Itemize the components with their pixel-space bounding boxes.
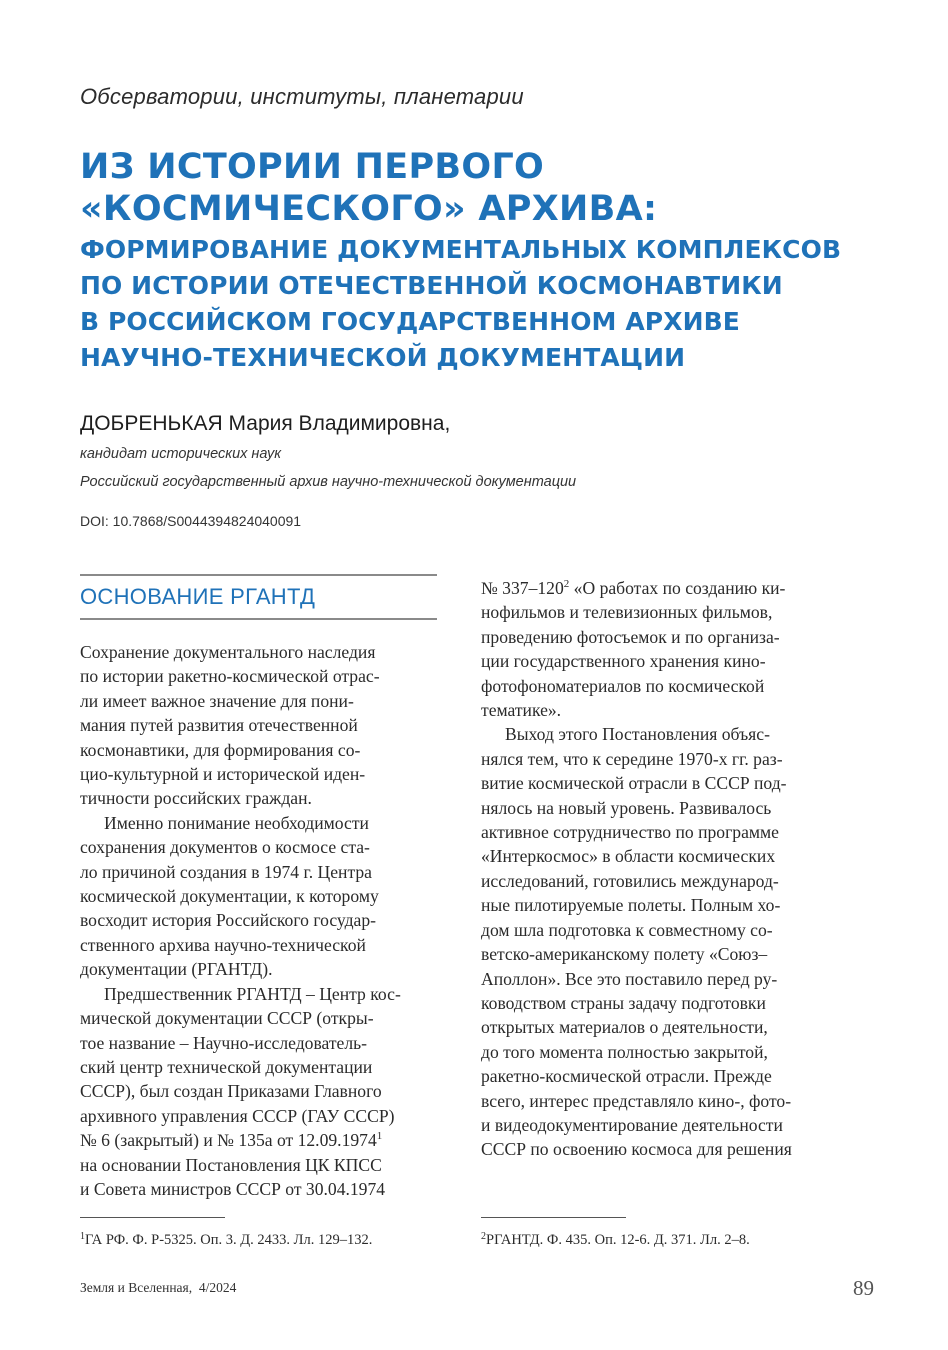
text-line: документации (РГАНТД).	[80, 959, 273, 980]
text-line: ственного архива научно-технической	[80, 934, 366, 955]
left-column	[80, 640, 401, 1201]
heading-rule-top	[80, 574, 437, 576]
page-number: 89	[853, 1276, 874, 1300]
footnote-2	[481, 1232, 750, 1249]
text-line: тое название – Научно-исследователь-	[80, 1032, 368, 1053]
doi: DOI: 10.7868/S0044394824040091	[80, 513, 302, 529]
title-line: «КОСМИЧЕСКОГО» АРХИВА:	[80, 189, 658, 229]
text-line: Предшественник РГАНТД – Центр кос-	[104, 983, 401, 1004]
text-line: «Интеркосмос» в области космических	[481, 846, 776, 867]
subtitle-line: ФОРМИРОВАНИЕ ДОКУМЕНТАЛЬНЫХ КОМПЛЕКСОВ	[80, 235, 842, 264]
text-line: тематике».	[481, 700, 562, 721]
footnote-text: РГАНТД. Ф. 435. Оп. 12-6. Д. 371. Лл. 2–8.	[486, 1232, 750, 1248]
text-line: архивного управления СССР (ГАУ СССР)	[80, 1105, 395, 1126]
right-column	[481, 576, 792, 1162]
text-line: ский центр технической документации	[80, 1056, 373, 1077]
text-line: всего, интерес представляло кино-, фото-	[481, 1090, 792, 1111]
text-fragment: № 337–120	[481, 578, 564, 598]
text-fragment: № 6 (закрытый) и № 135а от 12.09.1974	[80, 1130, 377, 1151]
text-line: Сохранение документального наследия	[80, 642, 376, 662]
footnote-mark: 1	[80, 1231, 85, 1242]
text-line: нялось на новый уровень. Развивалось	[481, 797, 772, 818]
heading-rule-bottom	[80, 618, 437, 620]
text-line: по истории ракетно-космической отрас-	[80, 666, 380, 687]
text-line: ло причиной создания в 1974 г. Центра	[80, 861, 372, 882]
text-line: нофильмов и телевизионных фильмов,	[481, 602, 773, 623]
text-line: дом шла подготовка к совместному со-	[481, 919, 773, 940]
subtitle-line: ПО ИСТОРИИ ОТЕЧЕСТВЕННОЙ КОСМОНАВТИКИ	[80, 271, 783, 300]
text-line: космонавтики, для формирования со-	[80, 739, 361, 760]
text-line: сохранения документов о космосе ста-	[80, 837, 370, 858]
text-line: мания путей развития отечественной	[80, 715, 358, 736]
text-line: цио-культурной и исторической иден-	[80, 764, 366, 785]
text-line: ли имеет важное значение для пони-	[80, 690, 354, 711]
text-line: ветско-американскому полету «Союз–	[481, 944, 768, 965]
text-line: ракетно-космической отрасли. Прежде	[481, 1066, 772, 1087]
text-line: Выход этого Постановления объяс-	[505, 724, 770, 745]
text-line: фотофономатериалов по космической	[481, 675, 765, 696]
text-line: нялся тем, что к середине 1970-х гг. раз-	[481, 748, 783, 769]
footnote-1	[80, 1232, 372, 1249]
text-line	[481, 576, 792, 600]
text-line: мической документации СССР (откры-	[80, 1008, 374, 1029]
text-line: на основании Постановления ЦК КПСС	[80, 1154, 382, 1175]
text-line: и Совета министров СССР от 30.04.1974	[80, 1178, 386, 1199]
author-degree: кандидат исторических наук	[80, 446, 282, 462]
title-line: ИЗ ИСТОРИИ ПЕРВОГО	[80, 147, 545, 187]
footnote-text: ГА РФ. Ф. Р-5325. Оп. 3. Д. 2433. Лл. 129–132.	[85, 1232, 373, 1248]
text-line: открытых материалов о деятельности,	[481, 1017, 768, 1038]
footnote-mark: 2	[563, 578, 570, 590]
subtitle-line: В РОССИЙСКОМ ГОСУДАРСТВЕННОМ АРХИВЕ	[80, 307, 740, 336]
text-line: ции государственного хранения кино-	[481, 651, 766, 672]
text-line: ководством страны задачу подготовки	[481, 992, 766, 1013]
text-line: космической документации, к которому	[80, 886, 379, 907]
section-heading: ОСНОВАНИЕ РГАНТД	[80, 584, 316, 609]
text-line: исследований, готовились международ-	[481, 870, 779, 891]
footnote-rule	[481, 1217, 626, 1218]
text-line: Именно понимание необходимости	[104, 812, 369, 833]
text-line: СССР по освоению космоса для решения	[481, 1139, 792, 1160]
footnote-rule	[80, 1217, 225, 1218]
text-line: ные пилотируемые полеты. Полным хо-	[481, 895, 781, 916]
author-affiliation: Российский государственный архив научно-технической документации	[80, 474, 577, 490]
footnote-mark: 2	[481, 1231, 486, 1242]
text-line: Аполлон». Все это поставило перед ру-	[481, 968, 778, 989]
subtitle-line: НАУЧНО-ТЕХНИЧЕСКОЙ ДОКУМЕНТАЦИИ	[80, 343, 686, 372]
text-line	[80, 1128, 401, 1152]
section-label: Обсерватории, институты, планетарии	[80, 84, 524, 109]
text-line: и видеодокументирование деятельности	[481, 1114, 783, 1135]
text-line: до того момента полностью закрытой,	[481, 1041, 768, 1062]
text-fragment: «О работах по созданию ки-	[569, 578, 786, 598]
text-line: проведению фотосъемок и по организа-	[481, 626, 780, 647]
journal-name: Земля и Вселенная, 4/2024	[80, 1280, 237, 1295]
text-line: СССР), был создан Приказами Главного	[80, 1081, 382, 1102]
text-line: активное сотрудничество по программе	[481, 822, 779, 843]
article-title	[80, 146, 880, 376]
text-line: тичности российских граждан.	[80, 788, 312, 809]
author-name: ДОБРЕНЬКАЯ Мария Владимировна,	[80, 412, 451, 435]
text-line: витие космической отрасли в СССР под-	[481, 773, 787, 794]
text-line: восходит история Российского государ-	[80, 910, 377, 931]
footnote-mark: 1	[376, 1130, 383, 1143]
